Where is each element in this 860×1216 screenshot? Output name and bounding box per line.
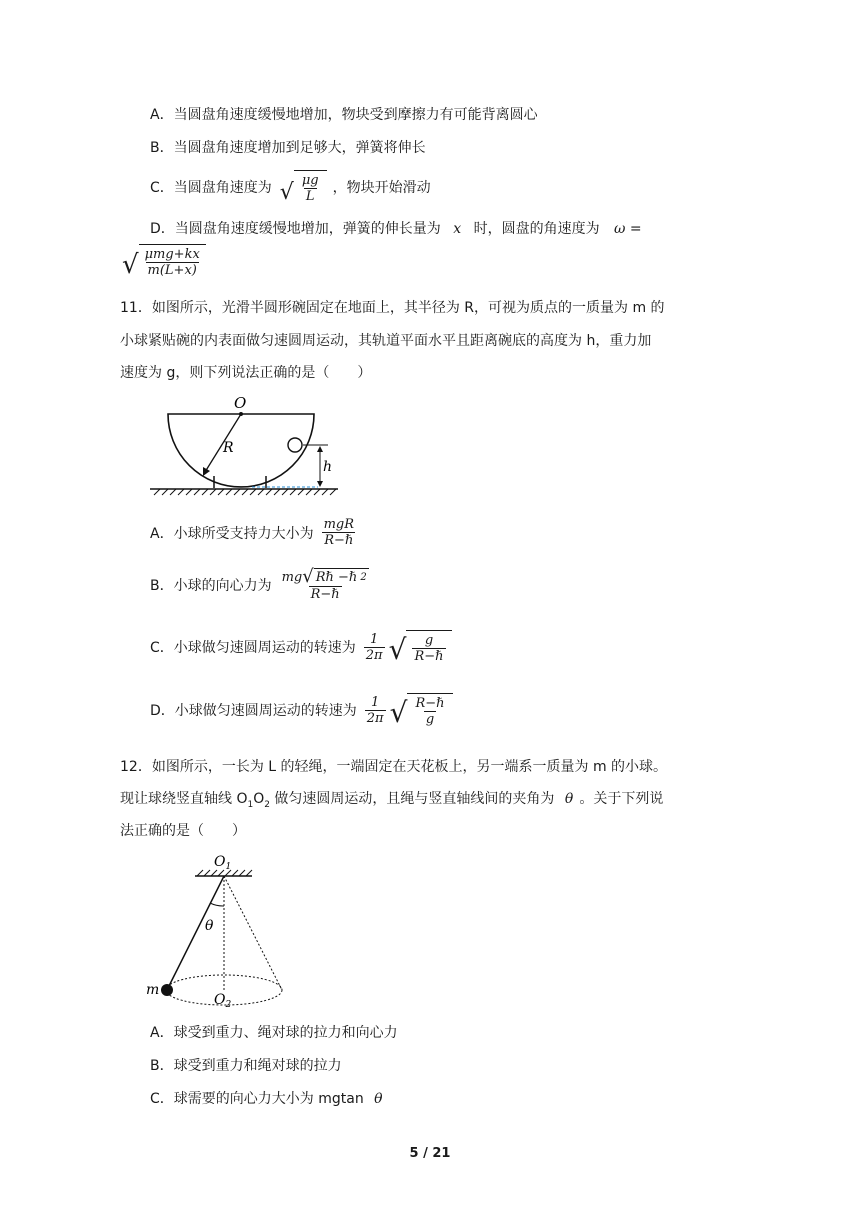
label-O1: $O_1$ xyxy=(214,854,232,872)
ball xyxy=(288,438,302,452)
q11-stem-line1: 11．如图所示，光滑半圆形碗固定在地面上，其半径为 R，可视为质点的一质量为 m 的 xyxy=(120,300,665,316)
q12-option-a: A．球受到重力、绳对球的拉力和向心力 xyxy=(150,1025,398,1041)
q11-option-d: D．小球做匀速圆周运动的转速为 $\frac{1}{2\pi}$ √ $\frac{\text{R−ℏ}}{g}$ xyxy=(150,693,453,727)
label-R: R xyxy=(223,440,234,456)
label-theta: θ xyxy=(205,918,214,934)
q11-stem-line2: 小球紧贴碗的内表面做匀速圆周运动，其轨道平面水平且距离碗底的高度为 h，重力加 xyxy=(120,333,652,349)
q10-option-c-fraction: $\frac{\mu g}{L}$ xyxy=(301,173,319,204)
q11-option-a: A．小球所受支持力大小为 $\frac{\text{mgR}}{\text{R−ℏ}}$ xyxy=(150,517,355,548)
page-number: 5 / 21 xyxy=(409,1146,451,1161)
q10-option-b: B．当圆盘角速度增加到足够大，弹簧将伸长 xyxy=(150,140,426,156)
q10-option-c-sqrt: √ $\frac{\mu g}{L}$ xyxy=(280,170,327,204)
label-h: h xyxy=(323,459,333,475)
q10-option-d: D．当圆盘角速度缓慢地增加，弹簧的伸长量为 x 时，圆盘的角速度为 ω = xyxy=(150,221,642,237)
q12-stem-line3: 法正确的是（ ） xyxy=(120,823,246,839)
pendulum-ball xyxy=(161,984,173,996)
q10-option-c-tail: ，物块开始滑动 xyxy=(332,180,431,196)
q10-option-c-label: C．当圆盘角速度为 xyxy=(150,180,272,196)
q11-option-c: C．小球做匀速圆周运动的转速为 $\frac{1}{2\pi}$ √ $\frac{g}{\text{R−ℏ}}$ xyxy=(150,630,452,664)
q11-option-b: B．小球的向心力为 mg √ Rℏ −ℏ 2 R−ℏ xyxy=(150,566,367,602)
q12-stem-line1: 12．如图所示，一长为 L 的轻绳，一端固定在天花板上，另一端系一质量为 m 的小球。 xyxy=(120,759,668,775)
q10-option-a: A．当圆盘角速度缓慢地增加，物块受到摩擦力有可能背离圆心 xyxy=(150,107,538,123)
q11-bowl-figure xyxy=(148,392,348,504)
q11-stem-line3: 速度为 g，则下列说法正确的是（ ） xyxy=(120,365,372,381)
q12-option-c: C．球需要的向心力大小为 mgtan θ xyxy=(150,1091,383,1107)
q10-option-c xyxy=(150,170,431,204)
q10-option-d-formula: √ $\frac{\text{μmg+kx}}{m(L+x)}$ xyxy=(122,244,206,278)
label-O: O xyxy=(234,394,247,412)
label-O2: $O_2$ xyxy=(214,992,232,1010)
q12-stem-line2: 现让球绕竖直轴线 $O_1O_2$ 做匀速圆周运动，且绳与竖直轴线间的夹角为 θ 。关于下列说 xyxy=(120,791,664,810)
rope xyxy=(167,876,224,990)
q12-option-b: B．球受到重力和绳对球的拉力 xyxy=(150,1058,342,1074)
label-m: m xyxy=(146,982,160,998)
q12-pendulum-figure xyxy=(142,852,292,1012)
